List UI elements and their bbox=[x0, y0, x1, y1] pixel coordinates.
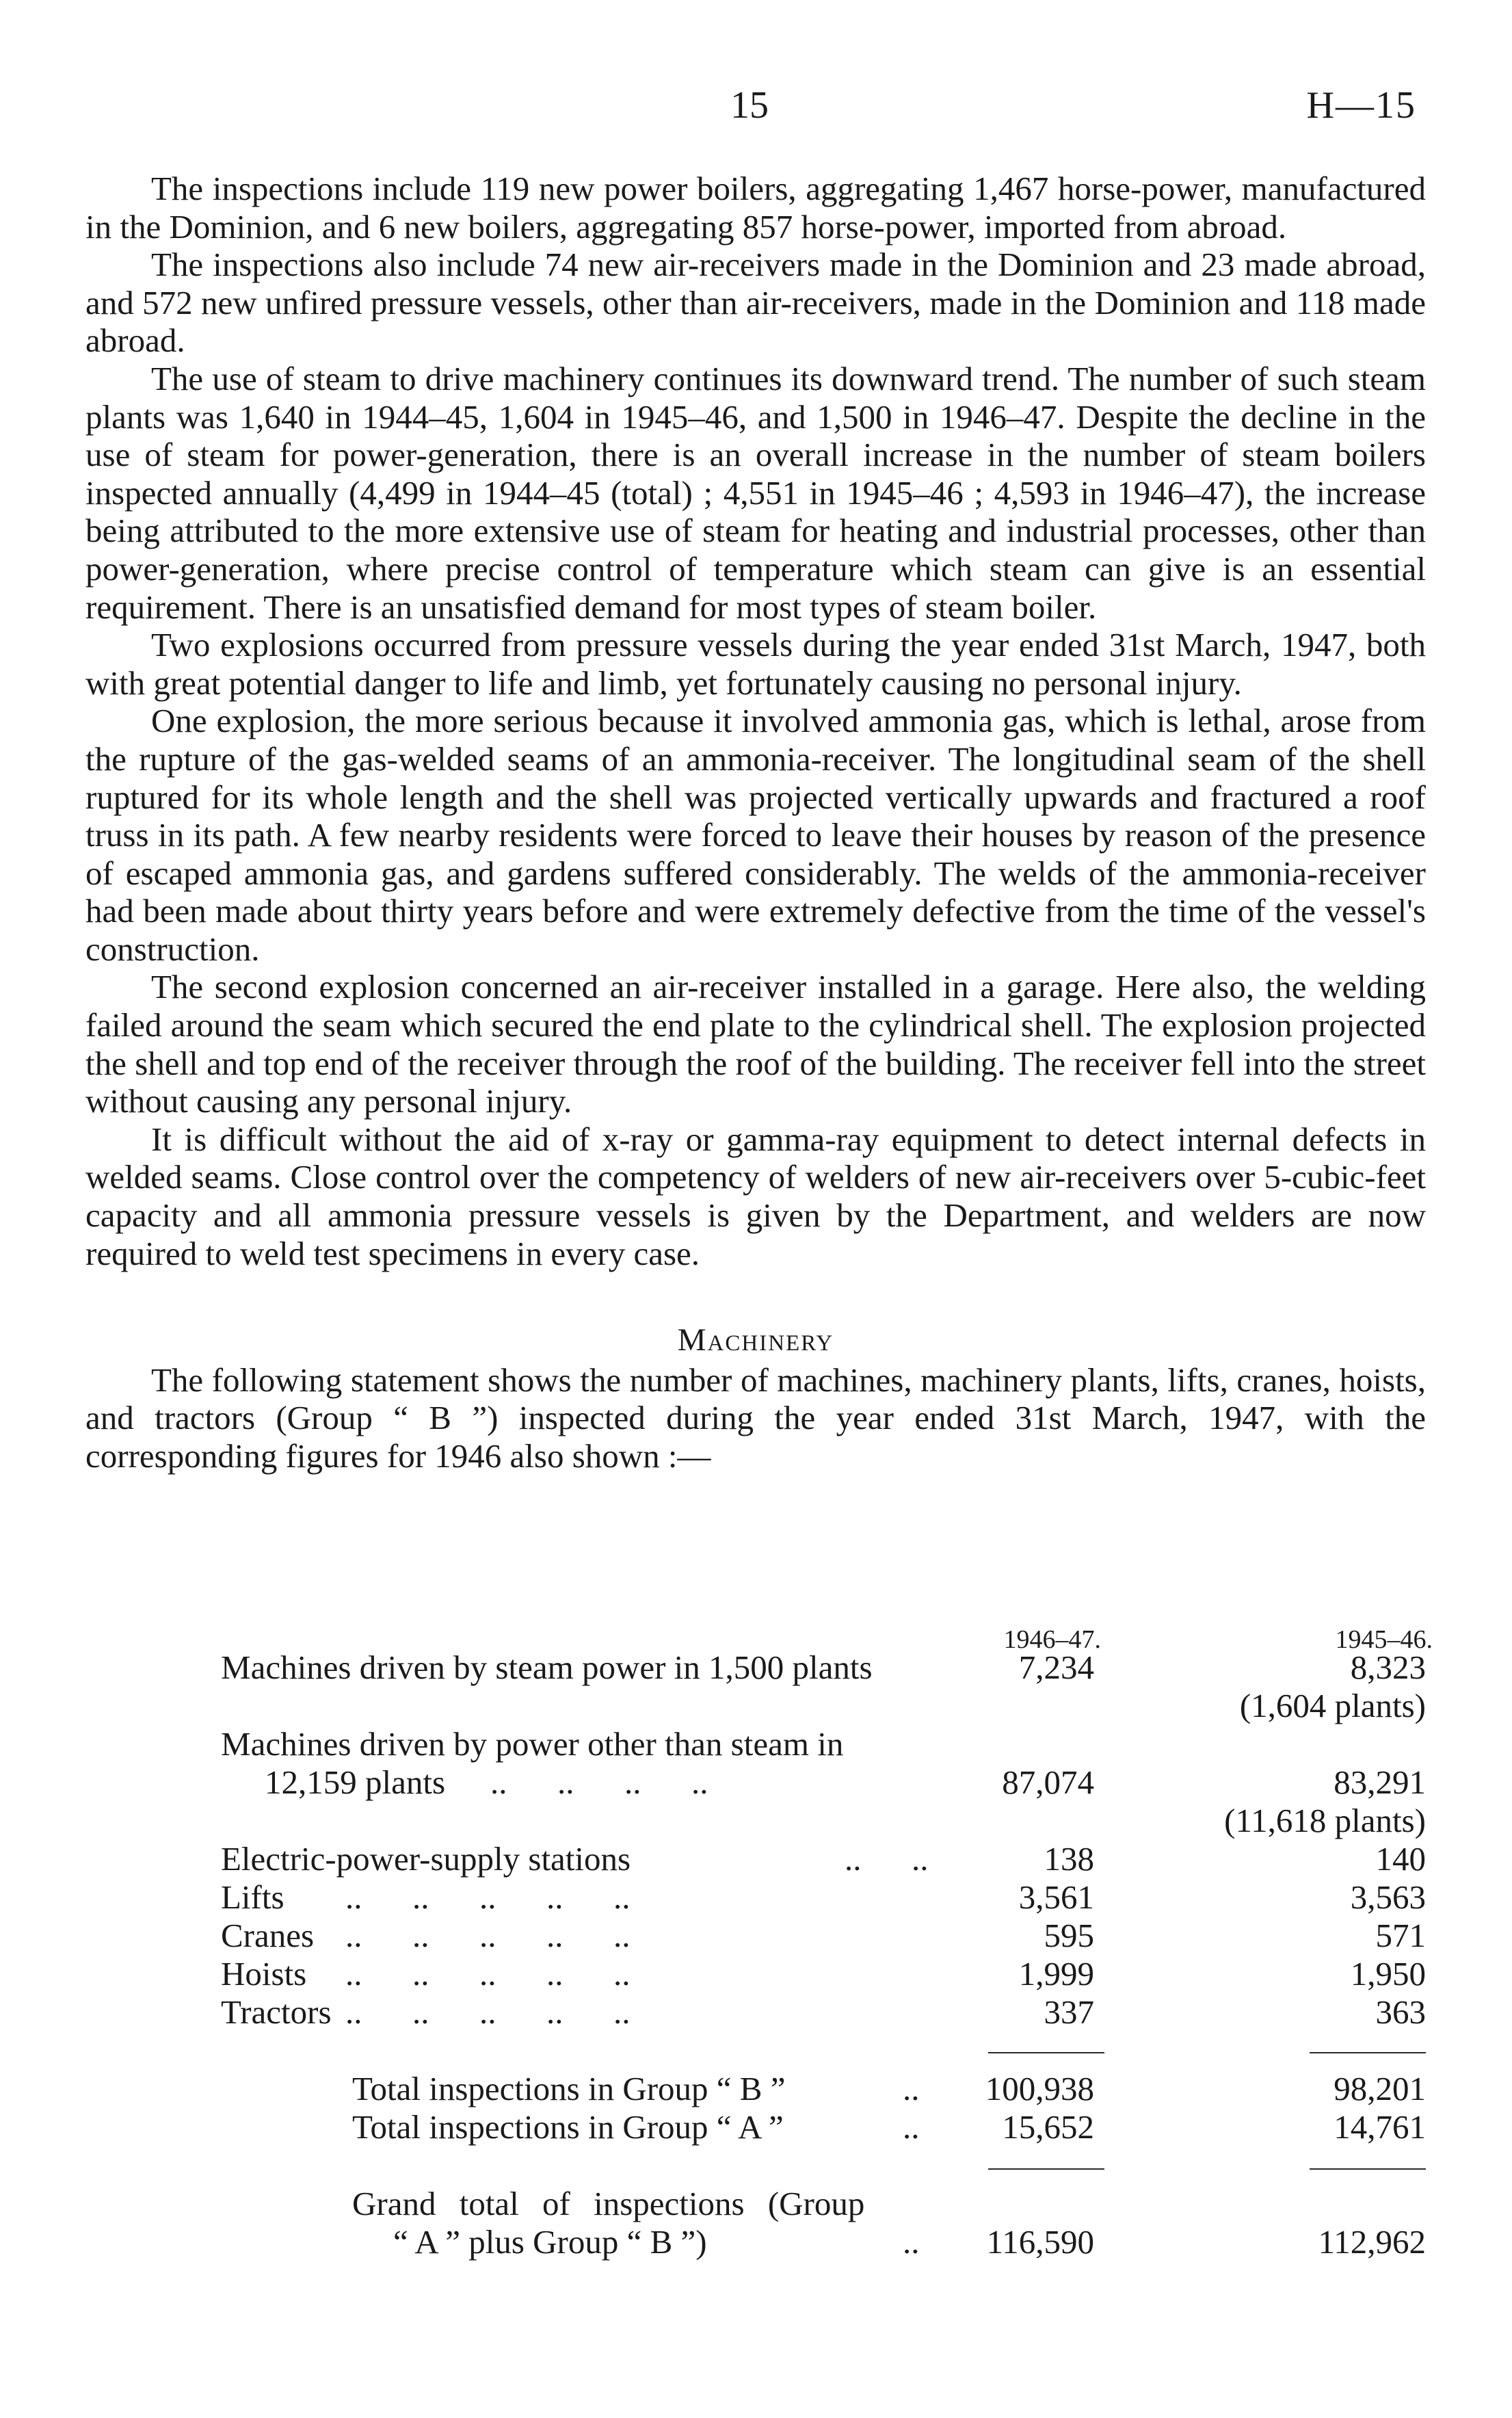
value-1946-47: 7,234 bbox=[1018, 1648, 1094, 1686]
row-label-continued: “ A ” plus Group “ B ”) bbox=[393, 2223, 707, 2261]
paragraph: The inspections include 119 new power boilers, aggregating 1,467 horse-power, manufactured in the Dominion, and 6 new boilers, aggregating 857 horse-power, imported from abroad. bbox=[85, 170, 1426, 246]
row-label-continued: 12,159 plants bbox=[265, 1763, 446, 1801]
row-label: Total inspections in Group “ B ” bbox=[352, 2070, 786, 2107]
column-header-1946-47: 1946–47. bbox=[1003, 1625, 1101, 1654]
paragraph: Two explosions occurred from pressure vessels during the year ended 31st March, 1947, both with great potential danger to life and limb, yet fortunately causing no personal injury. bbox=[85, 626, 1426, 702]
row-label: Tractors bbox=[221, 1993, 332, 2031]
table-row: 12,159 plants .. .. .. .. 87,074 83,291 bbox=[265, 1763, 1426, 1801]
table-row bbox=[85, 1725, 1426, 1763]
table-row-total: Total inspections in Group “ B ” .. 100,938 98,201 bbox=[352, 2070, 1426, 2107]
section-heading: Machinery bbox=[677, 1322, 834, 1358]
paragraph: The second explosion concerned an air-receiver installed in a garage. Here also, the welding failed around the seam which secured the end plate to the cylindrical shell. The explosion projected the shell and top end of the receiver through the roof of the building. The receiver fell into the street without causing any personal injury. bbox=[85, 968, 1426, 1120]
table-row: Electric-power-supply stations .. .. 138 140 bbox=[221, 1840, 1426, 1878]
row-label: Machines driven by steam power in 1,500 plants bbox=[221, 1648, 873, 1686]
value-1946-47: 116,590 bbox=[986, 2223, 1094, 2261]
value-1945-46: 98,201 bbox=[1334, 2070, 1426, 2107]
value-1946-47: 138 bbox=[1044, 1840, 1094, 1878]
value-1945-46: 363 bbox=[1375, 1993, 1426, 2031]
total-rule-1945-46 bbox=[1310, 2168, 1426, 2170]
paragraph: It is difficult without the aid of x-ray or gamma-ray equipment to detect internal defects in welded seams. Close control over the competency of welders of new air-receivers over 5-cubic-feet capacity and all ammonia pressure vessels is given by the Department, and welders are now required to weld test specimens in every case. bbox=[85, 1120, 1426, 1272]
value-1946-47: 87,074 bbox=[1002, 1763, 1094, 1801]
row-label: Lifts bbox=[221, 1878, 284, 1916]
value-1946-47: 15,652 bbox=[1002, 2108, 1094, 2146]
value-1945-46: 571 bbox=[1375, 1917, 1426, 1954]
table-row: Tractors .. .. .. .. .. 337 363 bbox=[221, 1993, 1426, 2031]
total-rule-1946-47 bbox=[988, 2168, 1104, 2170]
table-row: Lifts .. .. .. .. .. 3,561 3,563 bbox=[221, 1878, 1426, 1916]
table-row: Cranes .. .. .. .. .. 595 571 bbox=[221, 1917, 1426, 1954]
paragraph: The inspections also include 74 new air-receivers made in the Dominion and 23 made abroad, and 572 new unfired pressure vessels, other than air-receivers, made in the Dominion and 118 made abroad. bbox=[85, 246, 1426, 360]
table-row-total: Total inspections in Group “ A ” .. 15,652 14,761 bbox=[352, 2108, 1426, 2146]
value-1946-47: 100,938 bbox=[985, 2070, 1094, 2107]
page-header bbox=[0, 83, 1512, 138]
body-text bbox=[85, 170, 1426, 1475]
document-reference: H—15 bbox=[1306, 84, 1416, 127]
plants-note: (11,618 plants) bbox=[1224, 1802, 1426, 1839]
value-1946-47: 1,999 bbox=[1018, 1955, 1094, 1993]
section-intro: The following statement shows the number of machines, machinery plants, lifts, cranes, hoists, and tractors (Group “ B ”) inspected during the year ended 31st March, 1947, with the corresponding figures for 1946 also shown :— bbox=[85, 1361, 1426, 1475]
row-label: Total inspections in Group “ A ” bbox=[352, 2108, 784, 2146]
column-header-1945-46: 1945–46. bbox=[1335, 1625, 1433, 1654]
value-1946-47: 595 bbox=[1044, 1917, 1094, 1954]
row-label: Machines driven by power other than steam in bbox=[221, 1725, 844, 1763]
row-label: Cranes bbox=[221, 1917, 315, 1954]
value-1945-46: 14,761 bbox=[1334, 2108, 1426, 2146]
value-1946-47: 337 bbox=[1044, 1993, 1094, 2031]
table-row-grand-total: “ A ” plus Group “ B ”) .. 116,590 112,962 bbox=[393, 2223, 1426, 2261]
paragraph: The use of steam to drive machinery continues its downward trend. The number of such steam plants was 1,640 in 1944–45, 1,604 in 1945–46, and 1,500 in 1946–47. Despite the decline in the use of steam for power-generation, there is an overall increase in the number of steam boilers inspected annually (4,499 in 1944–45 (total) ; 4,551 in 1945–46 ; 4,593 in 1946–47), the increase being attributed to the more extensive use of steam for heating and industrial processes, other than power-generation, where precise control of temperature which steam can give is an essential requirement. There is an unsatisfied demand for most types of steam boiler. bbox=[85, 359, 1426, 626]
row-label: Hoists bbox=[221, 1955, 307, 1993]
subtotal-rule-1946-47 bbox=[988, 2052, 1104, 2053]
table-row: Hoists .. .. .. .. .. 1,999 1,950 bbox=[221, 1955, 1426, 1993]
table-row-grand-total bbox=[85, 2185, 1426, 2223]
paragraph: One explosion, the more serious because it involved ammonia gas, which is lethal, arose from the rupture of the gas-welded seams of an ammonia-receiver. The longitudinal seam of the shell ruptured for its whole length and the shell was projected vertically upwards and fractured a roof truss in its path. A few nearby residents were forced to leave their houses by reason of the presence of escaped ammonia gas, and gardens suffered considerably. The welds of the ammonia-receiver had been made about thirty years before and were extremely defective from the time of the vessel's construction. bbox=[85, 702, 1426, 968]
table-row bbox=[85, 1648, 1426, 1687]
row-label: Grand total of inspections (Group bbox=[352, 2185, 865, 2222]
value-1945-46: 3,563 bbox=[1350, 1878, 1426, 1916]
value-1945-46: 140 bbox=[1375, 1840, 1426, 1878]
value-1945-46: 112,962 bbox=[1318, 2223, 1426, 2261]
value-1945-46: 83,291 bbox=[1334, 1763, 1426, 1801]
table-row-note bbox=[85, 1687, 1426, 1725]
value-1945-46: 8,323 bbox=[1350, 1648, 1426, 1686]
value-1945-46: 1,950 bbox=[1350, 1955, 1426, 1993]
table-row-note bbox=[85, 1802, 1426, 1840]
plants-note: (1,604 plants) bbox=[1239, 1687, 1426, 1724]
row-label: Electric-power-supply stations bbox=[221, 1840, 631, 1878]
value-1946-47: 3,561 bbox=[1018, 1878, 1094, 1916]
subtotal-rule-1945-46 bbox=[1310, 2052, 1426, 2053]
page-number: 15 bbox=[730, 84, 769, 127]
